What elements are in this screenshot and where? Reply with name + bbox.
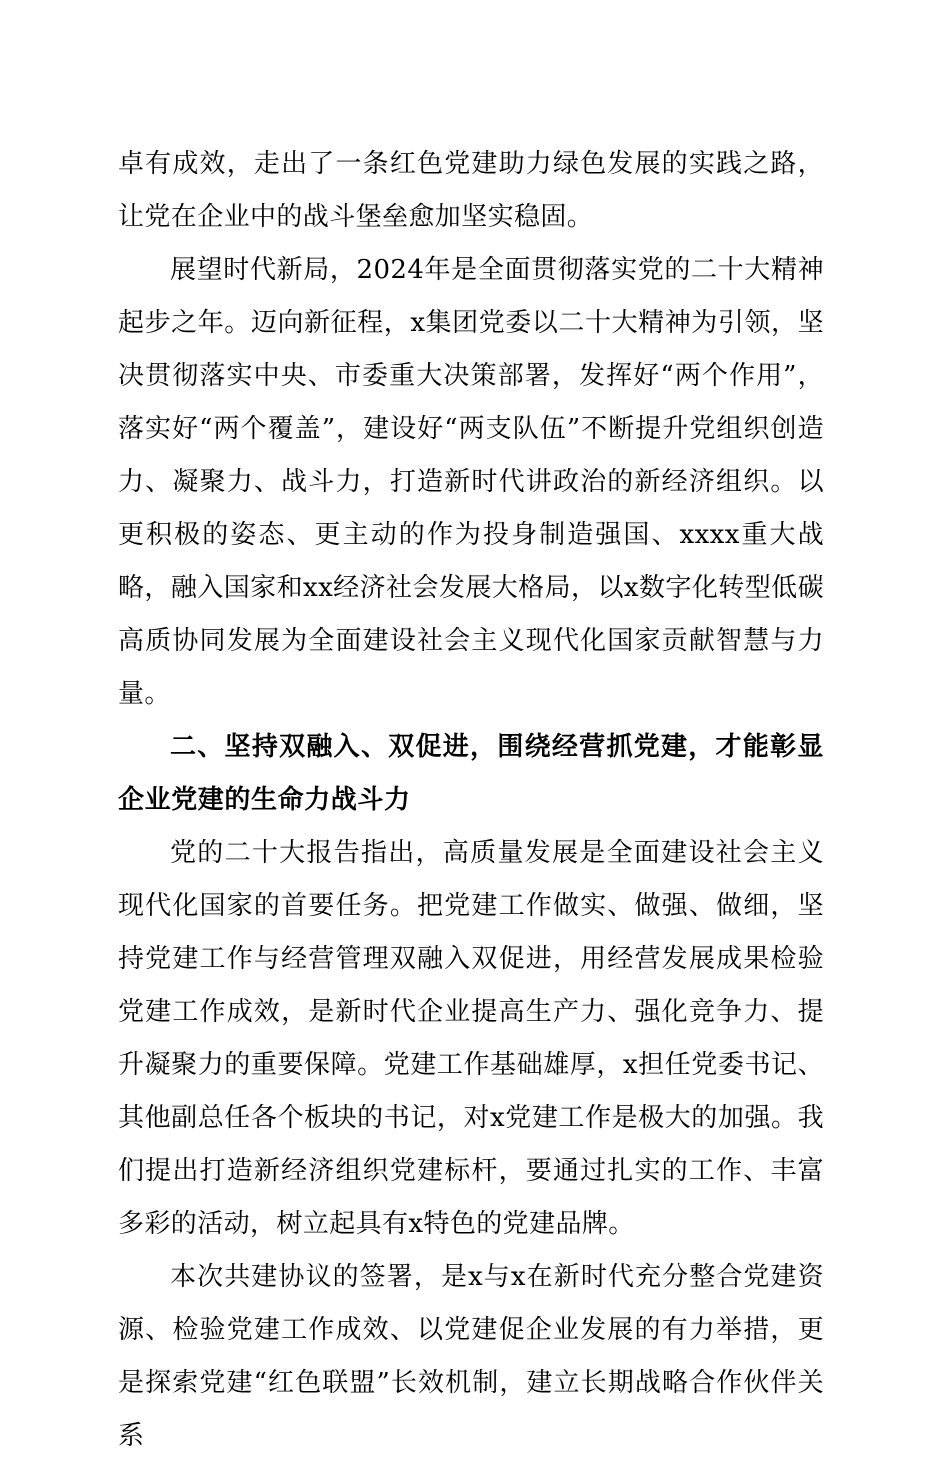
paragraph-continuation: 卓有成效，走出了一条红色党建助力绿色发展的实践之路，让党在企业中的战斗堡垒愈加坚实稳固。 (118, 149, 824, 232)
paragraph-co-construction-agreement: 本次共建协议的签署，是x与x在新时代充分整合党建资源、检验党建工作成效、以党建促企业发展的有力举措，更是探索党建“红色联盟”长效机制，建立长期战略合作伙伴关系 (118, 1262, 824, 1451)
section-heading-two: 二、坚持双融入、双促进，围绕经营抓党建，才能彰显企业党建的生命力战斗力 (118, 732, 824, 815)
paragraph-high-quality-development: 党的二十大报告指出，高质量发展是全面建设社会主义现代化国家的首要任务。把党建工作做实、做强、做细，坚持党建工作与经营管理双融入双促进，用经营发展成果检验党建工作成效，是新时代企业提高生产力、强化竞争力、提升凝聚力的重要保障。党建工作基础雄厚，x担任党委书记、其他副总任各个板块的书记，对x党建工作是极大的加强。我们提出打造新经济组织党建标杆，要通过扎实的工作、丰富多彩的活动，树立起具有x特色的党建品牌。 (118, 838, 824, 1239)
paragraph-outlook-2024: 展望时代新局，2024年是全面贯彻落实党的二十大精神起步之年。迈向新征程，x集团党委以二十大精神为引领，坚决贯彻落实中央、市委重大决策部署，发挥好“两个作用”，落实好“两个覆盖”，建设好“两支队伍”不断提升党组织创造力、凝聚力、战斗力，打造新时代讲政治的新经济组织。以更积极的姿态、更主动的作为投身制造强国、xxxx重大战略，融入国家和xx经济社会发展大格局，以x数字化转型低碳高质协同发展为全面建设社会主义现代化国家贡献智慧与力量。 (118, 255, 824, 709)
document-body (118, 138, 824, 1463)
